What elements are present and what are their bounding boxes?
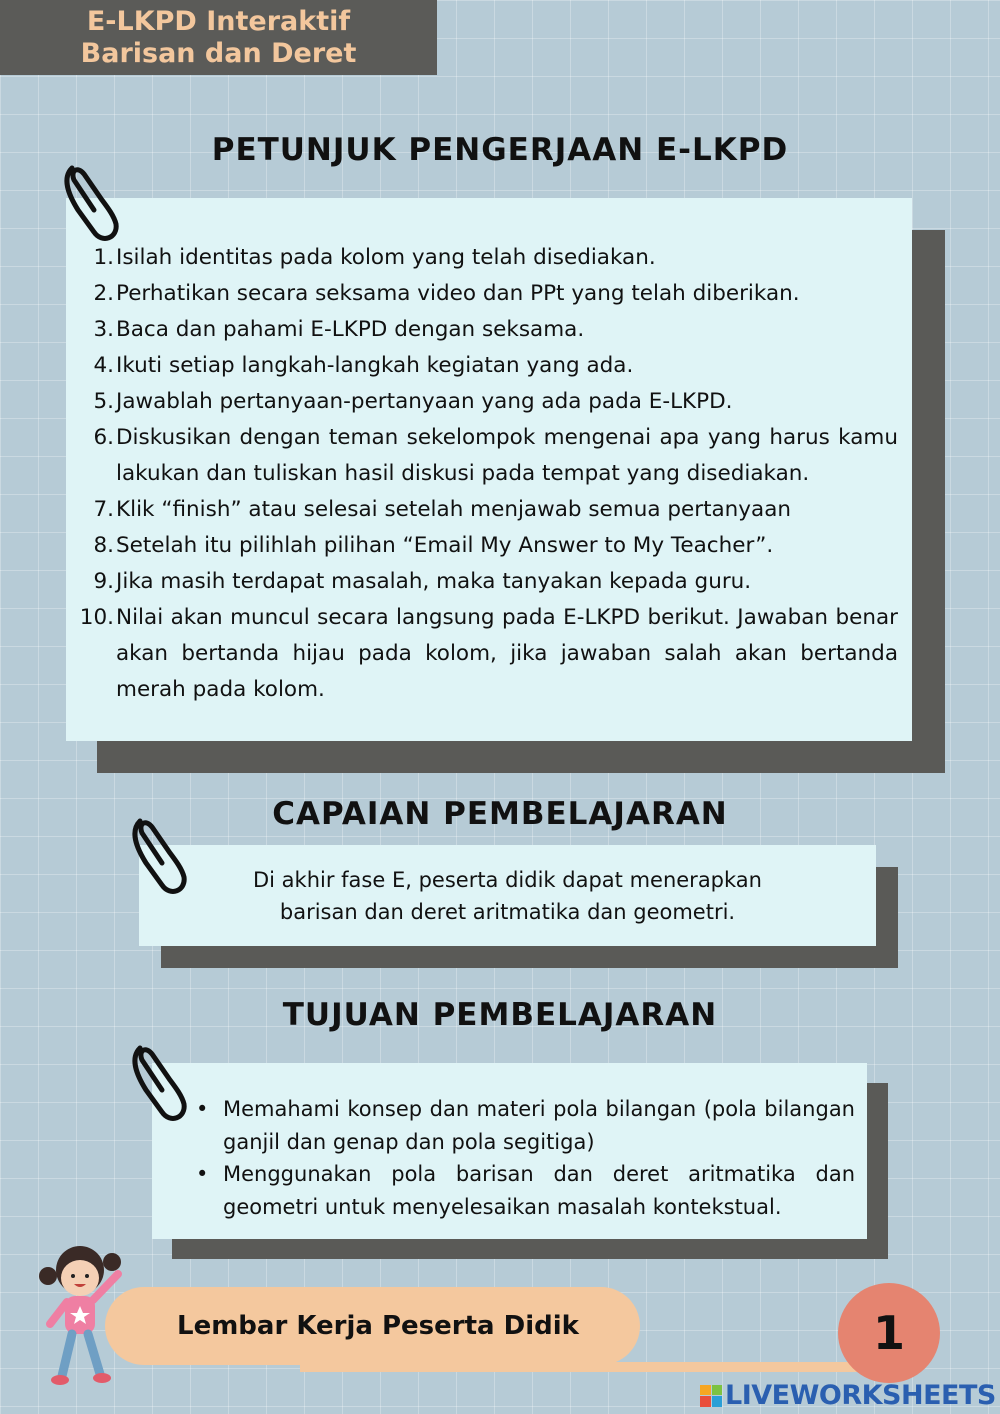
instructions-list [66,240,898,708]
list-item-text: Nilai akan muncul secara langsung pada E-LKPD berikut. Jawaban benar akan bertanda hijau pada kolom, jika jawaban salah akan bertanda merah pada kolom. [116,605,898,702]
list-item [66,528,898,564]
list-item [66,600,898,708]
list-item [66,276,898,312]
liveworksheets-watermark [700,1377,1000,1414]
list-item-number: 10. [79,605,114,630]
list-item [66,348,898,384]
list-item-number: 9. [93,569,114,594]
tujuan-item-2: Menggunakan pola barisan dan deret aritmatika dan geometri untuk menyelesaikan masalah kontekstual. [223,1162,855,1219]
list-item [66,564,898,600]
header-subtitle: Barisan dan Deret [80,37,357,69]
list-item-number: 4. [93,353,114,378]
list-item-number: 2. [93,281,114,306]
list-item [66,312,898,348]
instructions-card [66,198,912,741]
list-item [66,384,898,420]
girl-illustration-icon [30,1238,130,1388]
list-item-text: Setelah itu pilihlah pilihan “Email My Answer to My Teacher”. [116,533,774,558]
watermark-text: LIVEWORKSHEETS [725,1380,996,1411]
list-item-number: 1. [93,245,114,270]
list-item [66,240,898,276]
list-item: • Menggunakan pola barisan dan deret aritmatika dan geometri untuk menyelesaikan masalah kontekstual. [196,1158,855,1223]
list-item-text: Perhatikan secara seksama video dan PPt yang telah diberikan. [116,281,800,306]
list-item-text: Klik “finish” atau selesai setelah menjawab semua pertanyaan [116,497,792,522]
list-item-text: Ikuti setiap langkah-langkah kegiatan yang ada. [116,353,634,378]
paperclip-icon [118,1030,198,1130]
list-item-text: Jika masih terdapat masalah, maka tanyakan kepada guru. [116,569,752,594]
list-item-text: Isilah identitas pada kolom yang telah disediakan. [116,245,656,270]
instructions-title: PETUNJUK PENGERJAAN E-LKPD [211,132,789,168]
capaian-line-2: barisan dan deret aritmatika dan geometri. [279,899,736,924]
capaian-card [139,845,876,946]
tujuan-card [152,1063,867,1239]
header-tag [0,0,437,75]
footer-label-text: Lembar Kerja Peserta Didik [177,1311,579,1341]
liveworksheets-logo-icon [700,1385,722,1407]
list-item [66,492,898,528]
list-item-text: Jawablah pertanyaan-pertanyaan yang ada pada E-LKPD. [116,389,733,414]
tujuan-item-1: Memahami konsep dan materi pola bilangan (pola bilangan ganjil dan genap dan pola segitiga) [223,1097,855,1154]
paperclip-icon [118,803,198,903]
list-item: • Memahami konsep dan materi pola bilangan (pola bilangan ganjil dan genap dan pola segitiga) [196,1093,855,1158]
paperclip-icon [50,150,130,250]
tujuan-title: TUJUAN PEMBELAJARAN [282,997,718,1033]
list-item-number: 6. [93,425,114,450]
footer-label [105,1287,640,1365]
list-item [66,420,898,492]
capaian-title: CAPAIAN PEMBELAJARAN [272,796,728,832]
list-item-number: 3. [93,317,114,342]
header-title: E-LKPD Interaktif [86,5,351,37]
list-item-number: 8. [93,533,114,558]
list-item-number: 5. [93,389,114,414]
page-number: 1 [838,1283,940,1383]
capaian-line-1: Di akhir fase E, peserta didik dapat menerapkan [253,867,762,892]
list-item-text: Baca dan pahami E-LKPD dengan seksama. [116,317,585,342]
list-item-number: 7. [93,497,114,522]
list-item-text: Diskusikan dengan teman sekelompok mengenai apa yang harus kamu lakukan dan tuliskan hasil diskusi pada tempat yang disediakan. [116,425,898,486]
